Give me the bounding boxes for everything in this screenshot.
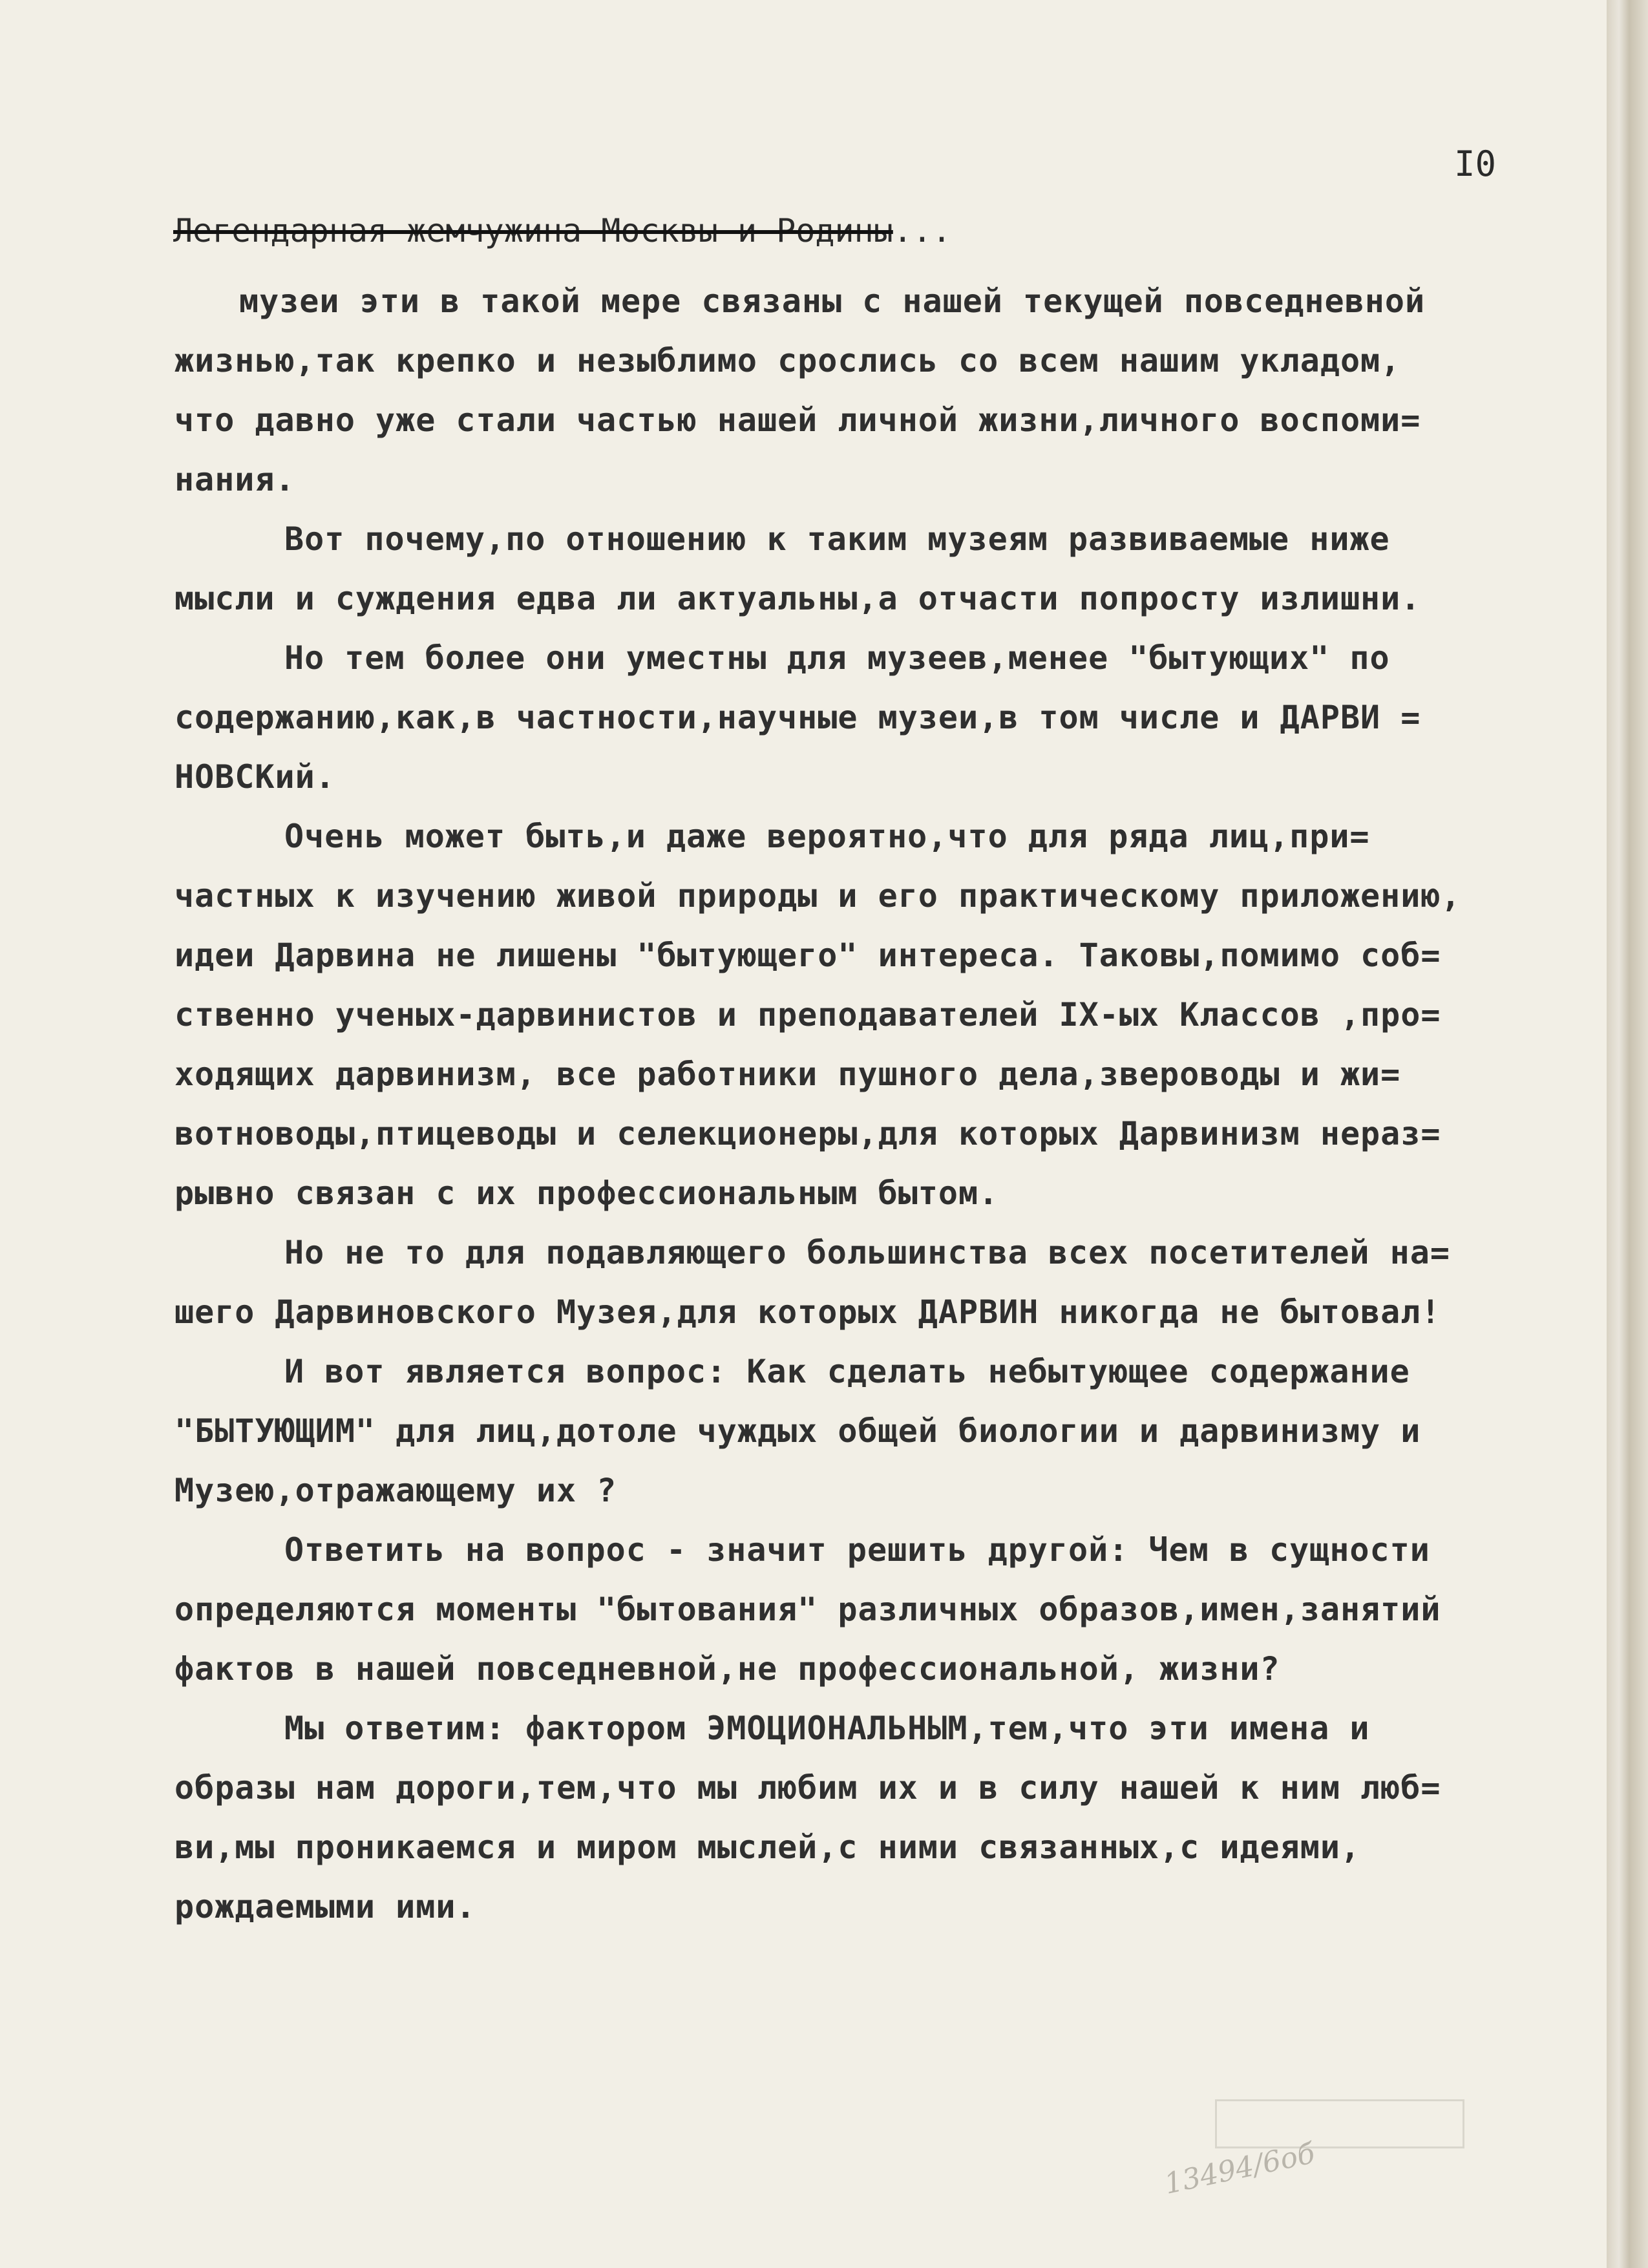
text-line: музеи эти в такой мере связаны с нашей текущей повседневной [239, 282, 1426, 320]
page-number: I0 [1454, 143, 1497, 184]
text-line: идеи Дарвина не лишены "бытующего" интереса. Таковы,помимо соб= [174, 937, 1441, 974]
text-line: Но не то для подавляющего большинства всех посетителей на= [284, 1234, 1450, 1271]
text-line: фактов в нашей повседневной,не профессиональной, жизни? [174, 1650, 1280, 1688]
text-line: рождаемыми ими. [174, 1888, 476, 1925]
struck-heading [173, 212, 951, 249]
text-line: "БЫТУЮЩИМ" для лиц,дотоле чуждых общей биологии и дарвинизму и [174, 1412, 1421, 1450]
paragraph-6 [174, 1342, 1577, 1520]
text-line: ственно ученых-дарвинистов и преподавателей IX-ых Классов ,про= [174, 996, 1441, 1033]
text-line: И вот является вопрос: Как сделать небытующее содержание [284, 1353, 1410, 1390]
text-line: ви,мы проникаемся и миром мыслей,с ними связанных,с идеями, [174, 1828, 1361, 1866]
text-line: определяются моменты "бытования" различных образов,имен,занятий [174, 1591, 1441, 1628]
paragraph-1 [174, 271, 1577, 509]
text-line: Ответить на вопрос - значит решить другой: Чем в сущности [284, 1531, 1430, 1569]
text-line: вотноводы,птицеводы и селекционеры,для которых Дарвинизм нераз= [174, 1115, 1441, 1152]
text-line: шего Дарвиновского Музея,для которых ДАРВИН никогда не бытовал! [174, 1293, 1441, 1331]
struck-tail: ... [893, 212, 952, 249]
text-line: Вот почему,по отношению к таким музеям развиваемые ниже [284, 520, 1390, 558]
paragraph-5 [174, 1223, 1577, 1342]
text-line: НОВСКий. [174, 758, 335, 796]
text-line: Мы ответим: фактором ЭМОЦИОНАЛЬНЫМ,тем,что эти имена и [284, 1710, 1370, 1747]
paragraph-8 [174, 1699, 1577, 1936]
text-line: частных к изучению живой природы и его практическому приложению, [174, 877, 1461, 915]
text-line: жизнью,так крепко и незыблимо срослись со всем нашим укладом, [174, 342, 1401, 379]
paragraph-2 [174, 509, 1577, 628]
typed-body [174, 271, 1577, 1936]
text-line: рывно связан с их профессиональным бытом. [174, 1174, 999, 1212]
text-line: нания. [174, 461, 295, 498]
archive-stamp [1215, 2099, 1464, 2148]
text-line: ходящих дарвинизм, все работники пушного дела,звероводы и жи= [174, 1055, 1401, 1093]
text-line: Музею,отражающему их ? [174, 1472, 617, 1509]
archive-note: 13494/6об [1161, 2137, 1318, 2201]
page-edge [1607, 0, 1648, 2268]
text-line: образы нам дороги,тем,что мы любим их и в силу нашей к ним люб= [174, 1769, 1441, 1807]
text-line: Но тем более они уместны для музеев,менее "бытующих" по [284, 639, 1390, 677]
text-line: содержанию,как,в частности,научные музеи,в том числе и ДАРВИ = [174, 699, 1421, 736]
text-line: мысли и суждения едва ли актуальны,а отчасти попросту излишни. [174, 580, 1421, 617]
text-line: что давно уже стали частью нашей личной жизни,личного воспоми= [174, 401, 1421, 439]
paragraph-7 [174, 1520, 1577, 1699]
text-line: Очень может быть,и даже вероятно,что для ряда лиц,при= [284, 818, 1370, 855]
paragraph-3 [174, 628, 1577, 807]
paragraph-4 [174, 807, 1577, 1223]
struck-text: Легендарная жемчужина Москвы и Родины [173, 212, 893, 249]
